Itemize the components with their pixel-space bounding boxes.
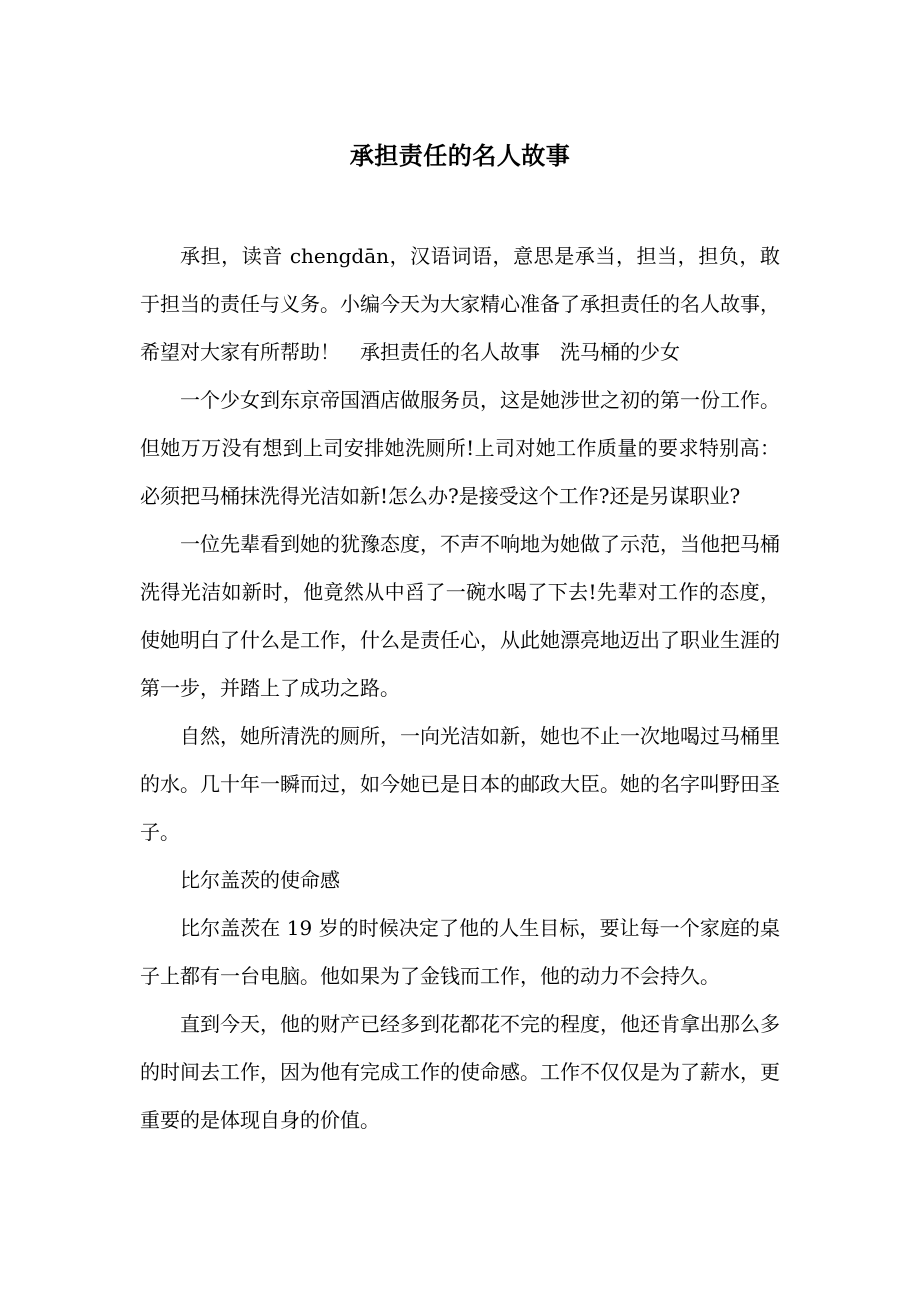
paragraph-story1-part1: 一个少女到东京帝国酒店做服务员，这是她涉世之初的第一份工作。但她万万没有想到上司安排她洗厕所!上司对她工作质量的要求特别高：必须把马桶抹洗得光洁如新!怎么办?是接受这个工作?还是另谋职业? [140,388,780,508]
paragraph-story2-part2: 直到今天，他的财产已经多到花都花不完的程度，他还肯拿出那么多的时间去工作，因为他有完成工作的使命感。工作不仅仅是为了薪水，更重要的是体现自身的价值。 [140,1012,780,1132]
document-body [140,232,780,1144]
document-title: 承担责任的名人故事 [349,141,571,170]
paragraph-intro: 承担，读音 chengdān，汉语词语，意思是承当，担当，担负，敢于担当的责任与义务。小编今天为大家精心准备了承担责任的名人故事，希望对大家有所帮助！ 承担责任的名人故事 洗马桶的少女 [140,244,780,364]
paragraph-story1-part2: 一位先辈看到她的犹豫态度，不声不响地为她做了示范，当他把马桶洗得光洁如新时，他竟然从中舀了一碗水喝了下去!先辈对工作的态度，使她明白了什么是工作，什么是责任心，从此她漂亮地迈出了职业生涯的第一步，并踏上了成功之路。 [140,532,780,700]
paragraph-story1-part3: 自然，她所清洗的厕所，一向光洁如新，她也不止一次地喝过马桶里的水。几十年一瞬而过，如今她已是日本的邮政大臣。她的名字叫野田圣子。 [140,724,780,844]
section-heading-bill-gates: 比尔盖茨的使命感 [180,868,340,892]
paragraph-story2-part1: 比尔盖茨在 19 岁的时候决定了他的人生目标，要让每一个家庭的桌子上都有一台电脑。他如果为了金钱而工作，他的动力不会持久。 [140,916,780,988]
